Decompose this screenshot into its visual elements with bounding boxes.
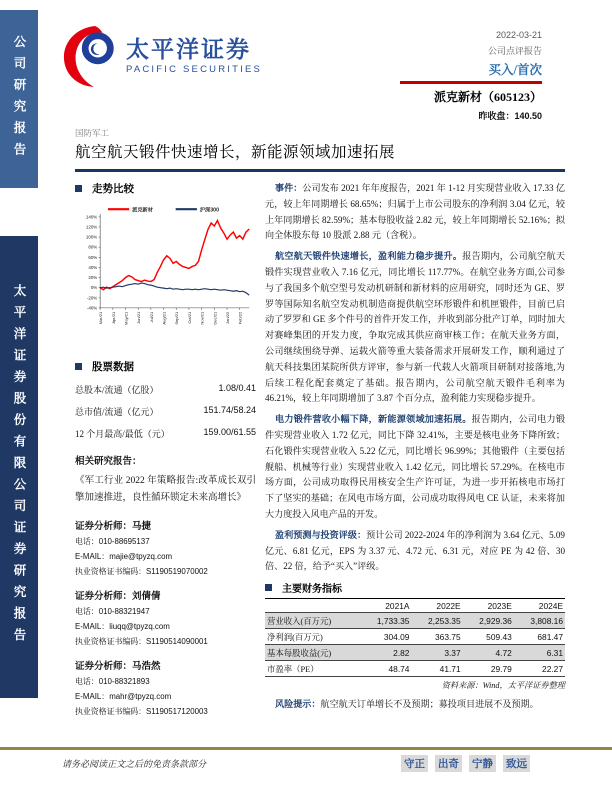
- cert-value: S1190517120003: [146, 707, 208, 716]
- brand-text: [126, 38, 262, 75]
- svg-text:Feb/22: Feb/22: [237, 311, 243, 325]
- cert-label: 执业资格证书编码：: [75, 637, 147, 646]
- rating-underline: [400, 81, 542, 84]
- sidebar-report-type-label: 公司研究报告: [12, 34, 26, 164]
- svg-text:Apr/21: Apr/21: [110, 311, 116, 324]
- analyst-block: [75, 518, 256, 577]
- source-note: 资料来源：Wind，太平洋证券整理: [441, 681, 565, 691]
- financial-table-title: 主要财务指标: [282, 584, 342, 596]
- trend-section-title: 走势比较: [92, 184, 134, 195]
- cert-value: S1190519070002: [146, 567, 208, 576]
- table-cell: 3.37: [411, 645, 462, 661]
- table-cell: 2022E: [411, 599, 462, 613]
- analyst-cert: [75, 706, 256, 717]
- stat-label: 总股本/流通（亿股）: [75, 385, 159, 395]
- table-row: [265, 645, 565, 661]
- svg-text:派克新材: 派克新材: [132, 207, 153, 214]
- table-row: [265, 613, 565, 629]
- pacific-securities-logo-icon: [62, 24, 120, 88]
- svg-text:Mar/21: Mar/21: [98, 311, 104, 325]
- footer-divider: [0, 747, 612, 750]
- svg-text:140%: 140%: [85, 214, 98, 220]
- brand-name-en: PACIFIC SECURITIES: [126, 63, 263, 75]
- paragraph-forecast: [265, 528, 565, 575]
- svg-text:Jun/21: Jun/21: [136, 311, 142, 324]
- table-cell: 48.74: [360, 661, 411, 677]
- table-cell: 营业收入(百万元): [265, 613, 360, 629]
- table-row: [265, 661, 565, 677]
- table-cell: 2021A: [360, 599, 411, 613]
- cert-value: S1190514090001: [146, 637, 208, 646]
- svg-text:-20%: -20%: [86, 295, 98, 301]
- brand-name-cn: 太平洋证券: [126, 36, 251, 62]
- analyst-phone: [75, 536, 256, 547]
- analyst-name-line: [75, 518, 256, 532]
- stat-label: 12 个月最高/最低（元）: [75, 429, 170, 439]
- table-cell: 363.75: [411, 629, 462, 645]
- analyst-role: 证券分析师：: [75, 662, 133, 672]
- motto-word: 守正: [401, 755, 428, 772]
- svg-text:Jan/22: Jan/22: [224, 311, 230, 324]
- analyst-name-line: [75, 658, 256, 672]
- rating-badge: 买入/首次: [488, 63, 542, 77]
- phone-label: 电话：: [75, 607, 99, 616]
- table-cell: 509.43: [463, 629, 514, 645]
- analyst-block: [75, 658, 256, 717]
- stock-stat-row: [75, 427, 256, 440]
- stock-stat-row: [75, 383, 256, 396]
- risk-lead: 风险提示：: [275, 699, 321, 710]
- table-cell: 2.82: [360, 645, 411, 661]
- table-cell: 29.79: [463, 661, 514, 677]
- risk-warning: [265, 697, 565, 713]
- analyst-role: 证券分析师：: [75, 522, 133, 532]
- svg-text:Jul/21: Jul/21: [148, 311, 154, 323]
- table-cell: 304.09: [360, 629, 411, 645]
- footer-disclaimer: 请务必阅读正文之后的免责条款部分: [62, 759, 207, 769]
- svg-text:80%: 80%: [88, 244, 98, 250]
- svg-text:20%: 20%: [88, 275, 98, 281]
- financial-table: [265, 598, 565, 677]
- paragraph-body: 报告期内，公司航空航天锻件实现营业收入 7.16 亿元，同比增长 117.77%。在航空业务方面,公司参与了我国多个航空型号发动机研制和新材料的应用研究，同时还为 GE、罗罗等国际知名航空发动机制造商提供航空环形锻件和机匣锻件，目前已启动了罗罗和 GE 多个件号的首件开发工作，并收到部分批产订单，同时加大对赛峰集团的开发力度，争取完成其供应商审核工作；在航天业务方面，公司继续围绕导弹、运载火箭等重大装备需求开展研发工作，顺利通过了航天科技集团某院所供方评审，参与新一代载人火箭项目研制对接落地,为后续工程化配套奠定了基础。报告期内，公司航空航天锻件毛利率为 46.21%，较上年同期增加了 3.87 个百分点，盈利能力实现稳步提升。: [265, 251, 565, 404]
- stat-value: 159.00/61.55: [203, 427, 256, 437]
- stock-stat-row: [75, 405, 256, 418]
- report-date: 2022-03-21: [495, 30, 542, 40]
- table-cell: 41.71: [411, 661, 462, 677]
- svg-text:60%: 60%: [88, 254, 98, 260]
- paragraph-aerospace: [265, 249, 565, 407]
- phone-label: 电话：: [75, 677, 99, 686]
- phone-value: 010-88321893: [98, 677, 150, 686]
- paragraph-lead: 航空航天锻件快速增长，盈利能力稳步提升。: [275, 251, 463, 262]
- svg-text:May/21: May/21: [123, 311, 129, 326]
- sidebar-report-type-band: [0, 10, 38, 188]
- body-columns: [75, 181, 565, 718]
- stock-name-code: 派克新材（605123）: [433, 90, 542, 104]
- table-cell: 市盈率（PE）: [265, 661, 360, 677]
- stat-value: 151.74/58.24: [203, 405, 256, 415]
- phone-value: 010-88695137: [98, 537, 150, 546]
- email-value: liuqq@tpyzq.com: [109, 622, 170, 631]
- section-bullet-icon: [75, 363, 82, 370]
- table-row: [265, 629, 565, 645]
- paragraph-body: 报告期内，公司电力锻件实现营业收入 1.72 亿元，同比下降 32.41%，主要是核电业务下降所致；石化锻件实现营业收入 5.22 亿元，同比增长 96.99%；其他锻件（主要包括舰船、机械等行业）实现营业收入 1.42 亿元，同比增长 57.29%。在核电市场方面，公司成功取得民用核安全生产许可证，为进一步开拓核电市场打下了坚实的基础；在风电市场方面，公司成功取得风电 CE 认证，未来将加大力度投入风电产品的开发。: [265, 414, 565, 519]
- svg-text:Dec/21: Dec/21: [212, 311, 218, 325]
- prev-close-label: 昨收盘：: [478, 111, 515, 121]
- risk-body: 航空航天订单增长不及预期；募投项目进展不及预期。: [320, 699, 539, 710]
- svg-text:Oct/21: Oct/21: [186, 311, 192, 324]
- analyst-name: 刘倩倩: [132, 592, 161, 602]
- stat-label: 总市值/流通（亿元）: [75, 407, 159, 417]
- stock-data-section: [75, 359, 256, 440]
- stock-data-header: [75, 359, 256, 374]
- table-cell: 净利润(百万元): [265, 629, 360, 645]
- svg-text:Aug/21: Aug/21: [161, 311, 167, 325]
- sidebar-company-label: 太平洋证券股份有限公司证券研究报告: [12, 284, 26, 650]
- analyst-name: 马浩然: [132, 662, 161, 672]
- related-research-title: 相关研究报告：: [75, 457, 142, 467]
- section-bullet-icon: [75, 185, 82, 192]
- paragraph-lead: 盈利预测与投资评级：: [275, 529, 367, 540]
- analyst-role: 证券分析师：: [75, 592, 133, 602]
- stock-data-title: 股票数据: [92, 362, 134, 373]
- prev-close: [352, 109, 542, 122]
- analyst-email: [75, 621, 256, 632]
- paragraph-lead: 电力锻件营收小幅下降，新能源领域加速拓展。: [275, 414, 472, 425]
- table-cell: 3,808.16: [514, 613, 565, 629]
- title-divider: [75, 169, 565, 172]
- financial-table-header: [265, 580, 565, 595]
- svg-text:-40%: -40%: [86, 305, 98, 311]
- table-cell: 6.31: [514, 645, 565, 661]
- footer-motto: [401, 755, 530, 772]
- svg-text:40%: 40%: [88, 264, 98, 270]
- motto-word: 致远: [503, 755, 530, 772]
- table-cell: [265, 599, 360, 613]
- analyst-cert: [75, 566, 256, 577]
- paragraph-power: [265, 412, 565, 523]
- table-cell: 4.72: [463, 645, 514, 661]
- paragraph-body: 预计公司 2022-2024 年的净利润为 3.64 亿元、5.09 亿元、6.81 亿元，EPS 为 3.37 元、4.72 元、6.31 元，对应 PE 为 42 倍、30 倍、22 倍，给予“买入”评级。: [265, 529, 565, 572]
- sidebar-company-band: [0, 236, 38, 698]
- motto-word: 宁静: [469, 755, 496, 772]
- email-value: mahr@tpyzq.com: [109, 692, 172, 701]
- phone-label: 电话：: [75, 537, 99, 546]
- cert-label: 执业资格证书编码：: [75, 707, 147, 716]
- table-cell: 2024E: [514, 599, 565, 613]
- analyst-email: [75, 691, 256, 702]
- email-label: E-MAIL：: [75, 692, 110, 701]
- related-research-item: 《军工行业 2022 年策略报告:改革成长双引擎加速推进，良性循环锁定未来高增长》: [75, 476, 256, 503]
- email-label: E-MAIL：: [75, 622, 110, 631]
- paragraph-lead: 事件：: [275, 183, 303, 193]
- phone-value: 010-88321947: [98, 607, 150, 616]
- paragraph-event: [265, 181, 565, 244]
- prev-close-value: 140.50: [514, 111, 542, 121]
- related-research-section: [75, 453, 256, 507]
- table-cell: 2,929.36: [463, 613, 514, 629]
- analyst-phone: [75, 606, 256, 617]
- section-bullet-icon: [265, 584, 272, 591]
- table-cell: 基本每股收益(元): [265, 645, 360, 661]
- table-header-row: [265, 599, 565, 613]
- svg-text:Nov/21: Nov/21: [199, 311, 205, 325]
- page-title: 航空航天锻件快速增长，新能源领域加速拓展: [75, 144, 396, 161]
- table-cell: 681.47: [514, 629, 565, 645]
- header-logo: [62, 24, 262, 88]
- analyst-cert: [75, 636, 256, 647]
- svg-text:沪深300: 沪深300: [199, 207, 219, 214]
- svg-text:Sep/21: Sep/21: [174, 311, 180, 325]
- report-type: 公司点评报告: [487, 46, 542, 56]
- svg-text:120%: 120%: [85, 224, 98, 230]
- analyst-email: [75, 551, 256, 562]
- svg-text:100%: 100%: [85, 234, 98, 240]
- table-cell: 2023E: [463, 599, 514, 613]
- analyst-name: 马捷: [132, 522, 152, 532]
- industry-label: 国防军工: [75, 128, 110, 138]
- stat-value: 1.08/0.41: [218, 383, 256, 393]
- email-value: majie@tpyzq.com: [109, 552, 173, 561]
- analyst-name-line: [75, 588, 256, 602]
- table-cell: 2,253.35: [411, 613, 462, 629]
- svg-text:0%: 0%: [90, 285, 98, 291]
- cert-label: 执业资格证书编码：: [75, 567, 147, 576]
- email-label: E-MAIL：: [75, 552, 110, 561]
- trend-chart: [75, 201, 255, 347]
- table-cell: 1,733.35: [360, 613, 411, 629]
- main-column: [265, 181, 565, 718]
- analyst-phone: [75, 676, 256, 687]
- header-meta: [352, 30, 542, 122]
- table-cell: 22.27: [514, 661, 565, 677]
- trend-section-header: [75, 181, 256, 196]
- paragraph-body: 公司发布 2021 年年度报告，2021 年 1-12 月实现营业收入 17.33 亿元，较上年同期增长 68.65%；归属于上市公司股东的净利润 3.04 亿元，较上年同期增长 82.59%；基本每股收益 2.82 元，较上年同期增长 52.16%；拟向全体股东每 10 股派 2.88 元（含税）。: [265, 183, 565, 241]
- left-column: [75, 181, 256, 718]
- analyst-block: [75, 588, 256, 647]
- motto-word: 出奇: [435, 755, 462, 772]
